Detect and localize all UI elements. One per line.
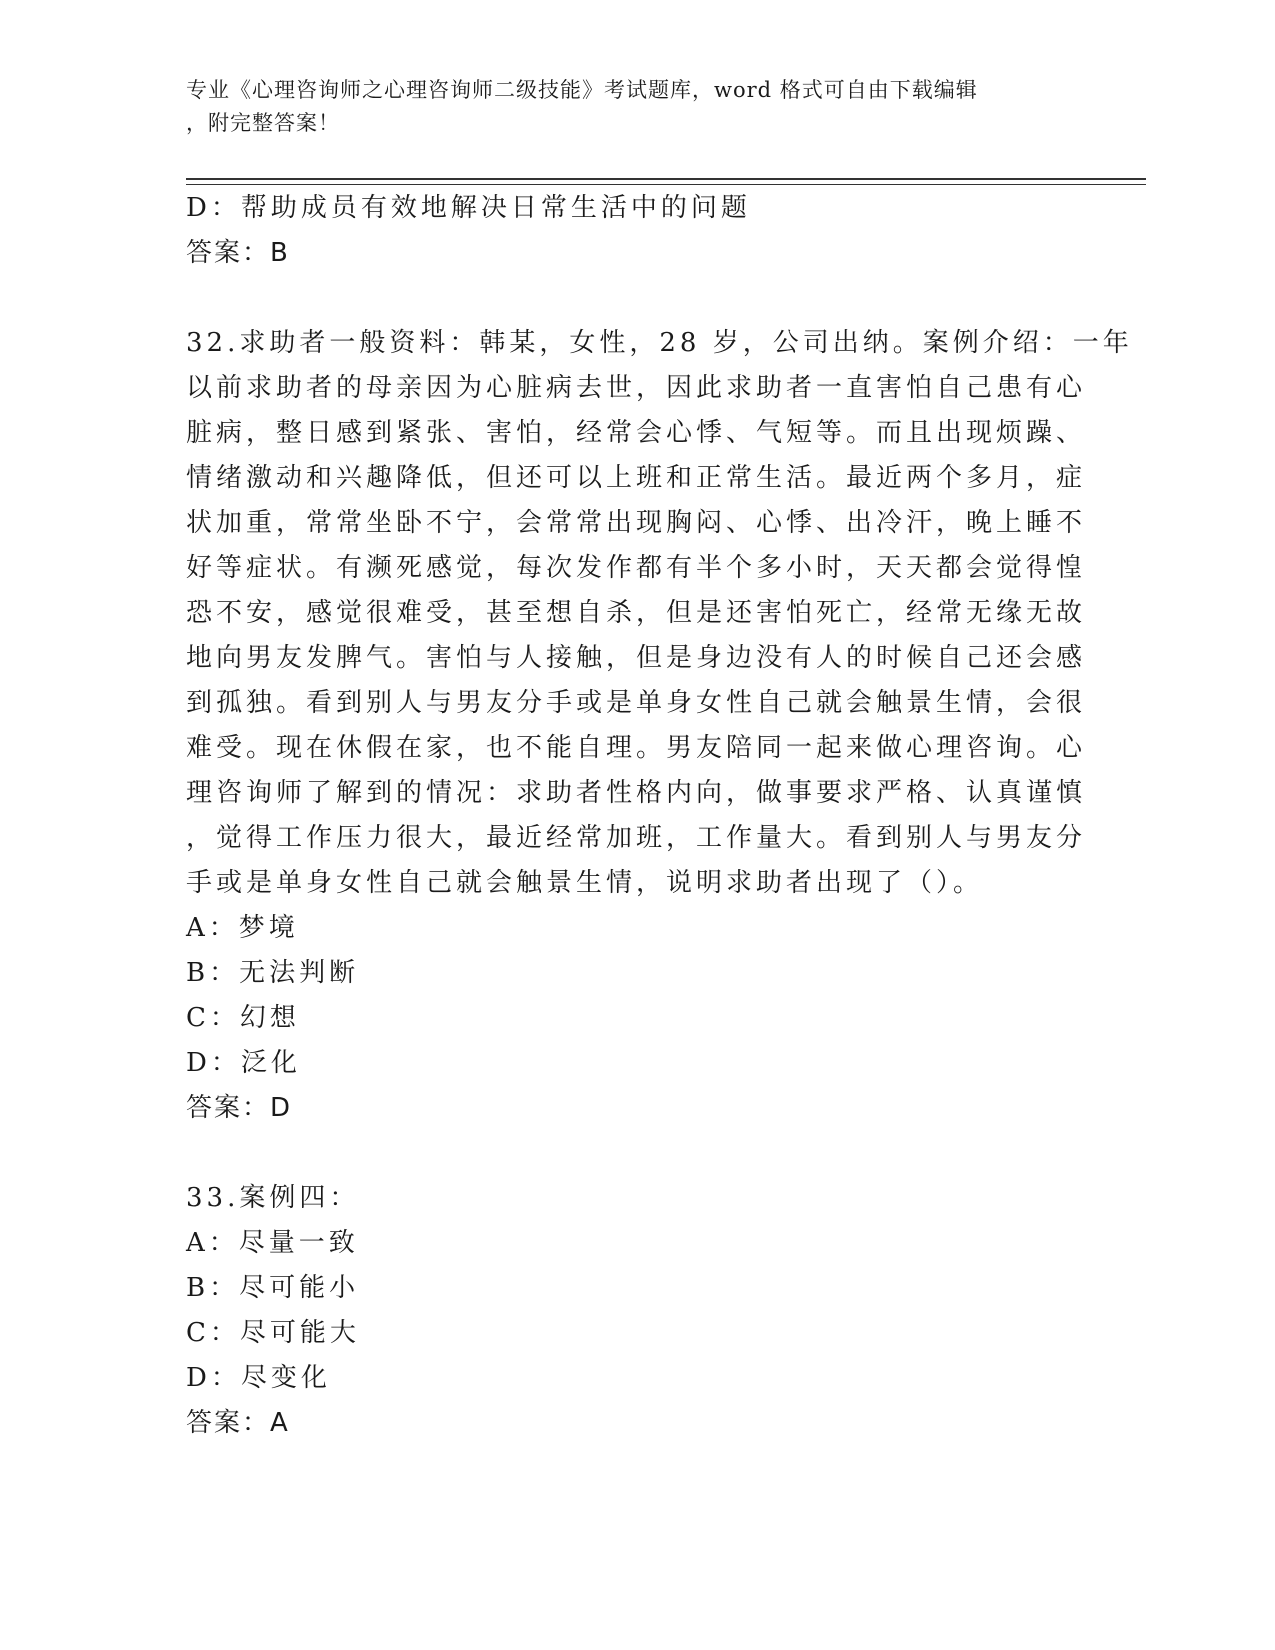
header-line-1: 专业《心理咨询师之心理咨询师二级技能》考试题库，word 格式可自由下载编辑 <box>186 78 978 102</box>
q32-answer: 答案：D <box>186 1093 293 1123</box>
q33-option-a: A：尽量一致 <box>186 1228 359 1258</box>
q32-stem-line: 手或是单身女性自己就会触景生情，说明求助者出现了（）。 <box>186 868 984 898</box>
q32-option-d: D：泛化 <box>186 1048 301 1078</box>
document-header <box>186 74 1066 140</box>
q32-option-a: A：梦境 <box>186 913 299 943</box>
q32-stem-line: 脏病，整日感到紧张、害怕，经常会心悸、气短等。而且出现烦躁、 <box>186 418 1087 448</box>
q32-stem-line: 地向男友发脾气。害怕与人接触，但是身边没有人的时候自己还会感 <box>186 643 1087 673</box>
question-33 <box>186 1176 1076 1446</box>
q32-option-b: B：无法判断 <box>186 958 360 988</box>
prev-option-d: D：帮助成员有效地解决日常生活中的问题 <box>186 193 751 223</box>
q33-option-d: D：尽变化 <box>186 1363 331 1393</box>
q33-option-c: C：尽可能大 <box>186 1318 360 1348</box>
q32-stem-line: 难受。现在休假在家，也不能自理。男友陪同一起来做心理咨询。心 <box>186 733 1087 763</box>
header-line-2: ，附完整答案！ <box>186 111 340 135</box>
q32-stem-line: 理咨询师了解到的情况：求助者性格内向，做事要求严格、认真谨慎 <box>186 778 1087 808</box>
q32-stem-line: 好等症状。有濒死感觉，每次发作都有半个多小时，天天都会觉得惶 <box>186 553 1087 583</box>
q32-option-c: C：幻想 <box>186 1003 300 1033</box>
prev-answer: 答案：B <box>186 238 290 268</box>
q33-answer: 答案：A <box>186 1408 290 1438</box>
q32-stem-line: 32.求助者一般资料：韩某，女性，28 岁，公司出纳。案例介绍：一年 <box>186 328 1133 358</box>
q33-stem: 33.案例四： <box>186 1183 360 1213</box>
q32-stem-line: ，觉得工作压力很大，最近经常加班，工作量大。看到别人与男友分 <box>186 823 1087 853</box>
spacer <box>186 1131 1076 1176</box>
q33-option-b: B：尽可能小 <box>186 1273 360 1303</box>
question-32 <box>186 321 1133 1131</box>
q32-stem-line: 以前求助者的母亲因为心脏病去世，因此求助者一直害怕自己患有心 <box>186 373 1087 403</box>
spacer <box>186 276 1076 321</box>
q32-stem-line: 恐不安，感觉很难受，甚至想自杀，但是还害怕死亡，经常无缘无故 <box>186 598 1087 628</box>
q32-stem-line: 状加重，常常坐卧不宁，会常常出现胸闷、心悸、出冷汗，晚上睡不 <box>186 508 1087 538</box>
header-divider-thin <box>186 184 1146 185</box>
document-body <box>186 186 1133 1446</box>
q32-stem-line: 情绪激动和兴趣降低，但还可以上班和正常生活。最近两个多月，症 <box>186 463 1087 493</box>
q32-stem-line: 到孤独。看到别人与男友分手或是单身女性自己就会触景生情，会很 <box>186 688 1087 718</box>
header-divider-thick <box>186 178 1146 180</box>
